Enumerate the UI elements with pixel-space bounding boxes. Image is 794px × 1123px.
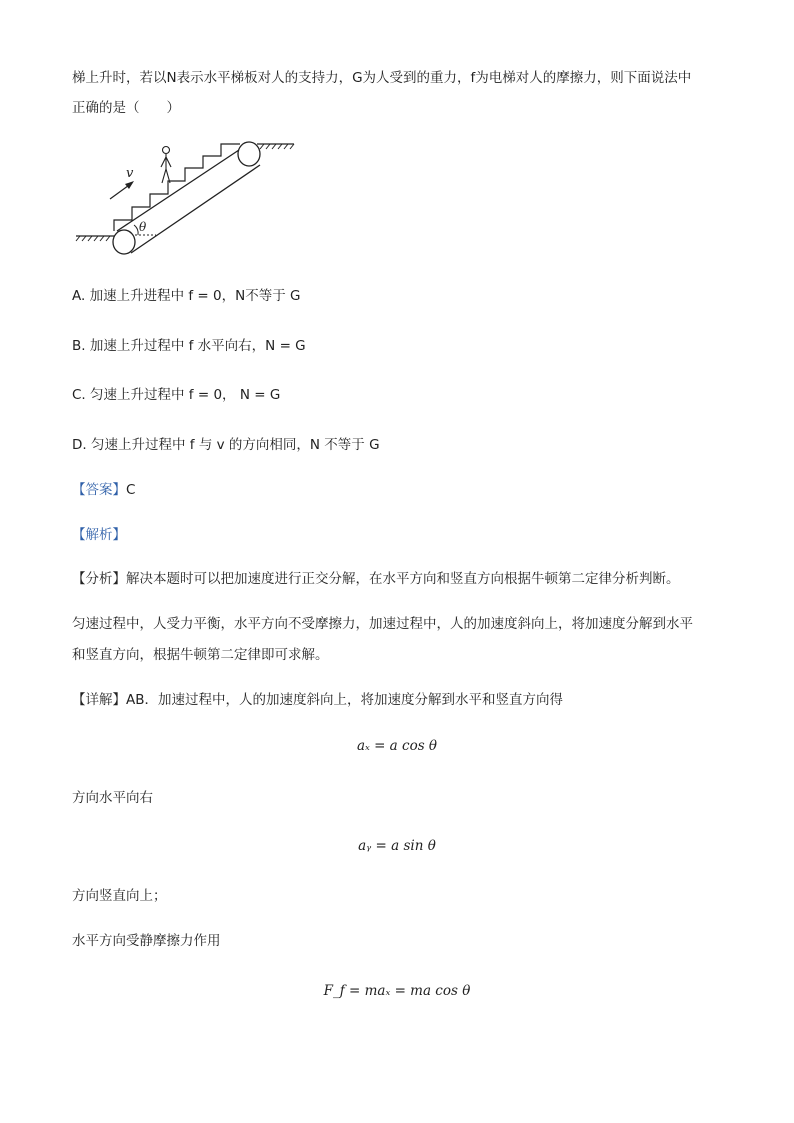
- option-d: D. 匀速上升过程中 f 与 v 的方向相同，N 不等于 G: [72, 437, 380, 453]
- para2-line-1: 匀速过程中，人受力平衡，水平方向不受摩擦力，加速过程中，人的加速度斜向上，将加速度分解到水平: [72, 616, 693, 632]
- escalator-figure: [72, 135, 302, 265]
- xiangjie-text: AB．加速过程中，人的加速度斜向上，将加速度分解到水平和竖直方向得: [126, 692, 563, 708]
- equation-friction: F_f = maₓ = ma cos θ: [323, 983, 471, 999]
- equation-ay: aᵧ = a sin θ: [358, 838, 436, 854]
- fenxi-text: 解决本题时可以把加速度进行正交分解，在水平方向和竖直方向根据牛顿第二定律分析判断。: [126, 571, 680, 587]
- answer-value: C: [126, 482, 136, 498]
- question-line-1: 梯上升时，若以N表示水平梯板对人的支持力，G为人受到的重力，f为电梯对人的摩擦力，则下面说法中: [72, 70, 692, 86]
- option-a: A. 加速上升进程中 f = 0，N不等于 G: [72, 288, 301, 304]
- text-direction-right: 方向水平向右: [72, 790, 153, 806]
- equation-ax: aₓ = a cos θ: [356, 738, 438, 754]
- fenxi-tag: 【分析】: [72, 571, 126, 587]
- answer-line: [72, 480, 135, 500]
- analysis-header: 【解析】: [72, 527, 126, 543]
- para2-line-2: 和竖直方向，根据牛顿第二定律即可求解。: [72, 647, 329, 663]
- fenxi-line: [72, 569, 680, 589]
- text-direction-up: 方向竖直向上；: [72, 888, 167, 904]
- xiangjie-line: [72, 690, 563, 710]
- velocity-label: v: [126, 166, 134, 181]
- answer-tag: 【答案】: [72, 482, 126, 498]
- xiangjie-tag: 【详解】: [72, 692, 126, 708]
- option-b: B. 加速上升过程中 f 水平向右，N = G: [72, 338, 306, 354]
- question-line-2: 正确的是（ ）: [72, 100, 180, 116]
- text-static-friction: 水平方向受静摩擦力作用: [72, 933, 221, 949]
- theta-label: θ: [139, 220, 147, 234]
- option-c: C. 匀速上升过程中 f = 0， N = G: [72, 387, 281, 403]
